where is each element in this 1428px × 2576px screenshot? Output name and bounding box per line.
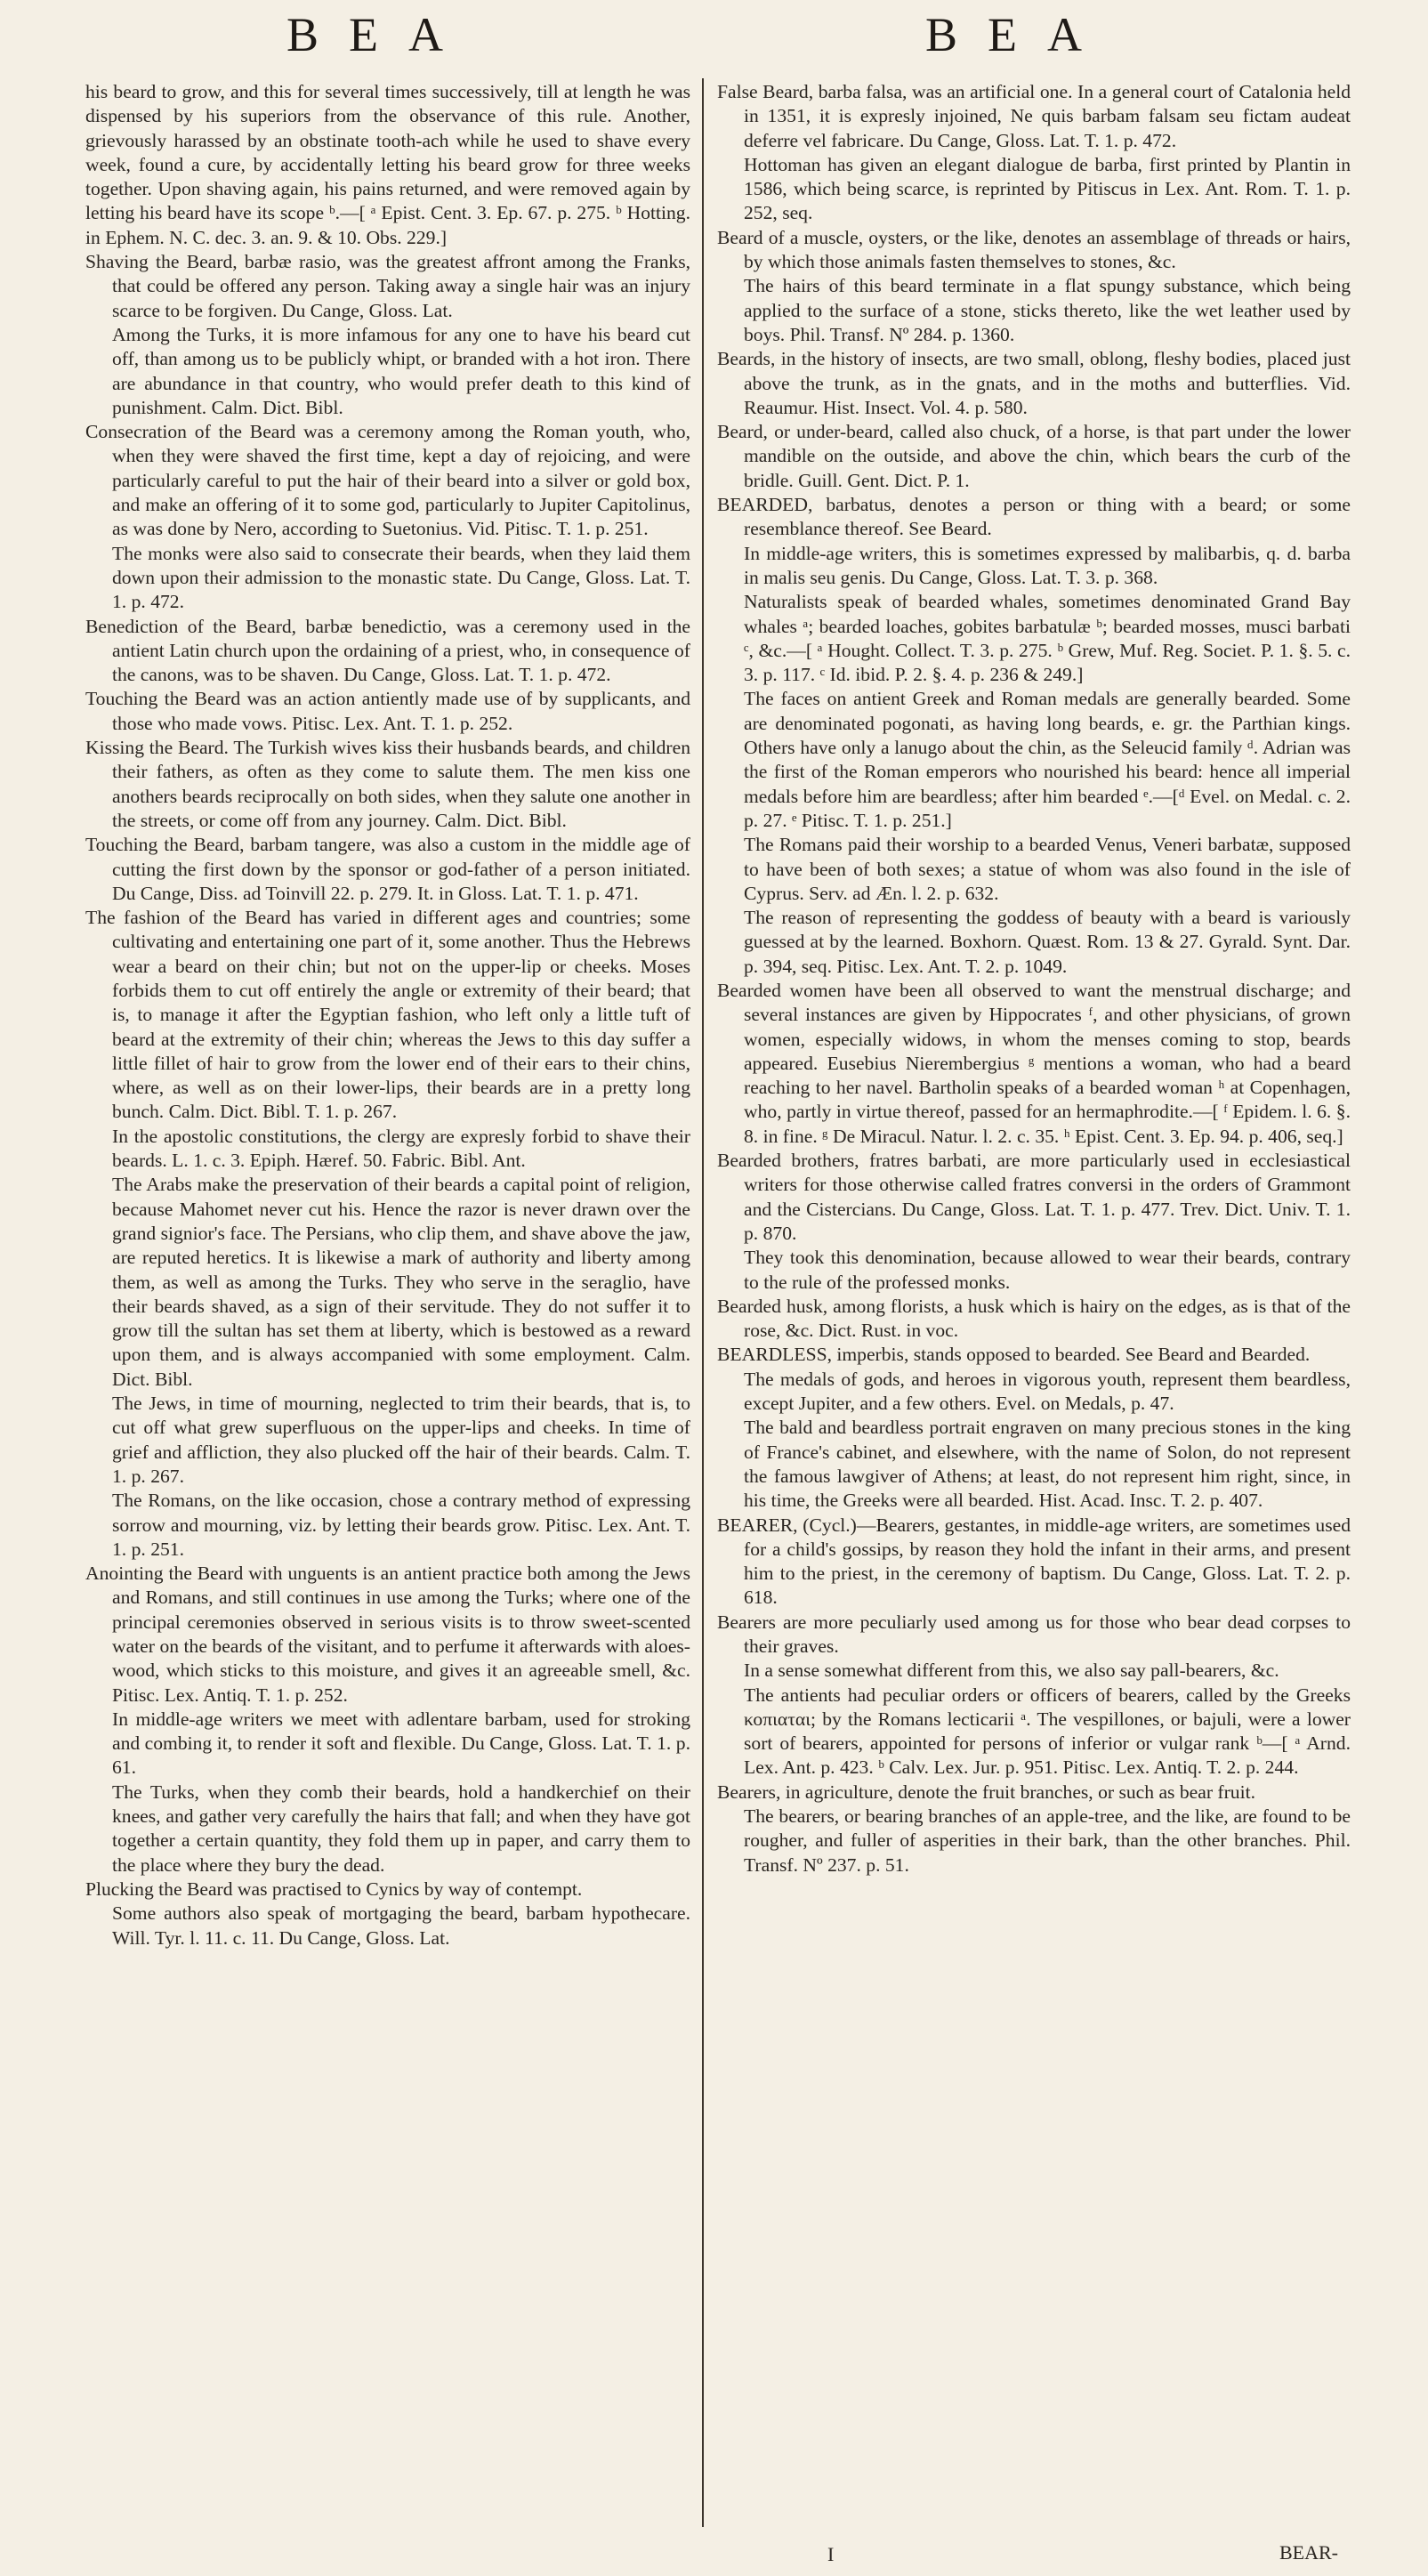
left-column (85, 80, 690, 2545)
catchword: BEAR- (1279, 2541, 1338, 2564)
running-head-left: BEA (286, 8, 473, 61)
dictionary-entry: The Turks, when they comb their beards, hold a handkerchief on their knees, and gather very carefully the hairs that fall; and when they have got together a certain quantity, they fold them up in paper, and carry them to the place where they bury the dead. (112, 1781, 690, 1876)
dictionary-entry: Beards, in the history of insects, are two small, oblong, fleshy bodies, placed just above the trunk, as in the gnats, and in the moths and butterflies. Vid. Reaumur. Hist. Insect. Vol. 4. p. 580. (717, 348, 1351, 418)
dictionary-entry: The hairs of this beard terminate in a flat spungy substance, which being applied to the surface of a stone, sticks thereto, like the wet leather used by boys. Phil. Transf. Nº 284. p. 1360. (744, 275, 1351, 345)
dictionary-entry: BEARDED, barbatus, denotes a person or thing with a beard; or some resemblance thereof. See Beard. (717, 494, 1351, 540)
dictionary-entry: In middle-age writers, this is sometimes expressed by malibarbis, q. d. barba in malis seu genis. Du Cange, Gloss. Lat. T. 3. p. 368. (744, 542, 1351, 588)
dictionary-entry: False Beard, barba falsa, was an artificial one. In a general court of Catalonia held in 1351, it is expresly injoined, Ne quis barbam falsam seu fictam audeat deferre vel fabricare. Du Cange, Gloss. Lat. T. 1. p. 472. (717, 81, 1351, 151)
dictionary-entry: Consecration of the Beard was a ceremony among the Roman youth, who, when they were shaved the first time, kept a day of rejoicing, and were particularly careful to put the hair of their beard into a silver or gold box, and make an offering of it to some god, particularly to Jupiter Capitolinus, as was done by Nero, according to Suetonius. Vid. Pitisc. T. 1. p. 251. (85, 421, 690, 540)
dictionary-entry: Among the Turks, it is more infamous for any one to have his beard cut off, than among us to be publicly whipt, or branded with a hot iron. There are abundance in that country, who would prefer death to this kind of punishment. Calm. Dict. Bibl. (112, 323, 690, 418)
dictionary-entry: The faces on antient Greek and Roman medals are generally bearded. Some are denominated pogonati, as having long beards, e. gr. the Parthian kings. Others have only a lanugo about the chin, as the Seleucid family ᵈ. Adrian was the first of the Roman emperors who nourished his beard: hence all imperial medals before him are beardless; after him bearded ᵉ.—[ᵈ Evel. on Medal. c. 2. p. 27. ᵉ Pitisc. T. 1. p. 251.] (744, 688, 1351, 831)
dictionary-entry: The Jews, in time of mourning, neglected to trim their beards, that is, to cut off what grew superfluous on the upper-lips and cheeks. In time of grief and affliction, they also plucked off the hair of their beards. Calm. T. 1. p. 267. (112, 1393, 690, 1487)
dictionary-entry: They took this denomination, because allowed to wear their beards, contrary to the rule of the professed monks. (744, 1247, 1351, 1293)
right-column (717, 80, 1351, 2545)
dictionary-entry: The reason of representing the goddess of beauty with a beard is variously guessed at by the learned. Boxhorn. Quæst. Rom. 13 & 27. Gyrald. Synt. Dar. p. 394, seq. Pitisc. Lex. Ant. T. 2. p. 1049. (744, 907, 1351, 977)
dictionary-entry: Naturalists speak of bearded whales, sometimes denominated Grand Bay whales ᵃ; bearded loaches, gobites barbatulæ ᵇ; bearded mosses, musci barbati ᶜ, &c.—[ ᵃ Hought. Collect. T. 3. p. 275. ᵇ Grew, Muf. Reg. Societ. P. 1. §. 5. c. 3. p. 117. ᶜ Id. ibid. P. 2. §. 4. p. 236 & 249.] (744, 591, 1351, 686)
running-head-right: BEA (925, 8, 1112, 61)
dictionary-entry: Hottoman has given an elegant dialogue de barba, first printed by Plantin in 1586, which being scarce, is reprinted by Pitiscus in Lex. Ant. Rom. T. 1. p. 252, seq. (744, 153, 1351, 224)
dictionary-entry: BEARER, (Cycl.)—Bearers, gestantes, in middle-age writers, are sometimes used for a child's gossips, by reason they hold the infant in their arms, and present him to the priest, in the ceremony of baptism. Du Cange, Gloss. Lat. T. 2. p. 618. (717, 1514, 1351, 1609)
dictionary-entry: In middle-age writers we meet with adlentare barbam, used for stroking and combing it, to render it soft and flexible. Du Cange, Gloss. Lat. T. 1. p. 61. (112, 1708, 690, 1779)
dictionary-entry: The monks were also said to consecrate their beards, when they laid them down upon their admission to the monastic state. Du Cange, Gloss. Lat. T. 1. p. 472. (112, 542, 690, 613)
dictionary-entry: Bearded brothers, fratres barbati, are more particularly used in ecclesiastical writers for those otherwise called fratres conversi in the orders of Grammont and the Cistercians. Du Cange, Gloss. Lat. T. 1. p. 477. Trev. Dict. Univ. T. 1. p. 870. (717, 1150, 1351, 1244)
dictionary-entry: Anointing the Beard with unguents is an antient practice both among the Jews and Romans, and still continues in use among the Turks; where one of the principal ceremonies observed in serious visits is to throw sweet-scented water on the beards of the visitant, and to perfume it afterwards with aloes-wood, which sticks to this moisture, and gives it an agreeable smell, &c. Pitisc. Lex. Antiq. T. 1. p. 252. (85, 1563, 690, 1706)
dictionary-entry: Bearers, in agriculture, denote the fruit branches, or such as bear fruit. (717, 1781, 1255, 1803)
dictionary-entry: Beard of a muscle, oysters, or the like, denotes an assemblage of threads or hairs, by which those animals fasten themselves to stones, &c. (717, 226, 1351, 273)
column-rule (702, 78, 704, 2527)
dictionary-entry: The fashion of the Beard has varied in different ages and countries; some cultivating and entertaining one part of it, some another. Thus the Hebrews wear a beard on their chin; but not on the upper-lip or cheeks. Moses forbids them to cut off entirely the angle or extremity of their beard; that is, to manage it after the Egyptian fashion, who left only a little tuft of beard at the extremity of their chin; whereas the Jews to this day suffer a little fillet of hair to grow from the lower end of their ears to their chins, where, as well as on their lower-lips, their beards are in a pretty long bunch. Calm. Dict. Bibl. T. 1. p. 267. (85, 907, 690, 1123)
dictionary-entry: Bearded husk, among florists, a husk which is hairy on the edges, as is that of the rose, &c. Dict. Rust. in voc. (717, 1295, 1351, 1342)
dictionary-entry: The bearers, or bearing branches of an apple-tree, and the like, are found to be rougher, and fuller of asperities in their bark, than the other branches. Phil. Transf. Nº 237. p. 51. (744, 1805, 1351, 1876)
dictionary-entry: BEARDLESS, imperbis, stands opposed to bearded. See Beard and Bearded. (717, 1344, 1311, 1366)
dictionary-entry: Kissing the Beard. The Turkish wives kiss their husbands beards, and children their fathers, as often as they come to salute them. The men kiss one anothers beards reciprocally on both sides, when they salute one another in the streets, or come off from any journey. Calm. Dict. Bibl. (85, 737, 690, 831)
dictionary-entry: Benediction of the Beard, barbæ benedictio, was a ceremony used in the antient Latin church upon the ordaining of a priest, who, in consequence of the canons, was to be shaven. Du Cange, Gloss. Lat. T. 1. p. 472. (85, 615, 690, 686)
folio-signature: I (827, 2543, 835, 2565)
dictionary-entry: The medals of gods, and heroes in vigorous youth, represent them beardless, except Jupiter, and a few others. Evel. on Medals, p. 47. (744, 1368, 1351, 1415)
dictionary-entry: The Romans paid their worship to a bearded Venus, Veneri barbatæ, supposed to have been of both sexes; a statue of whom was also found in the isle of Cyprus. Serv. ad Æn. l. 2. p. 632. (744, 834, 1351, 904)
dictionary-entry: The Romans, on the like occasion, chose a contrary method of expressing sorrow and mourning, viz. by letting their beards grow. Pitisc. Lex. Ant. T. 1. p. 251. (112, 1490, 690, 1560)
dictionary-entry: his beard to grow, and this for several times successively, till at length he was dispensed by his superiors from the observance of this rule. Another, grievously harassed by an obstinate tooth-ach while he used to shave every week, found a cure, by accidentally letting his beard grow for three weeks together. Upon shaving again, his pains returned, and were removed again by letting his beard have its scope ᵇ.—[ ᵃ Epist. Cent. 3. Ep. 67. p. 275. ᵇ Hotting. in Ephem. N. C. dec. 3. an. 9. & 10. Obs. 229.] (85, 81, 690, 248)
dictionary-entry: Beard, or under-beard, called also chuck, of a horse, is that part under the lower mandible on the outside, and above the chin, which bears the curb of the bridle. Guill. Gent. Dict. P. 1. (717, 421, 1351, 491)
dictionary-entry: Bearded women have been all observed to want the menstrual discharge; and several instances are given by Hippocrates ᶠ, and other physicians, of grown women, especially widows, in whom the menses coming to stop, beards appeared. Eusebius Nierembergius ᵍ mentions a woman, who had a beard reaching to her navel. Bartholin speaks of a bearded woman ʰ at Copenhagen, who, partly in virtue thereof, passed for an hermaphrodite.—[ ᶠ Epidem. l. 6. §. 8. in fine. ᵍ De Miracul. Natur. l. 2. c. 35. ʰ Epist. Cent. 3. Ep. 94. p. 406, seq.] (717, 979, 1351, 1147)
dictionary-entry: Bearers are more peculiarly used among us for those who bear dead corpses to their graves. (717, 1611, 1351, 1657)
dictionary-entry: Touching the Beard, barbam tangere, was also a custom in the middle age of cutting the first down by the sponsor or god-father of a person initiated. Du Cange, Diss. ad Toinvill 22. p. 279. It. in Gloss. Lat. T. 1. p. 471. (85, 834, 690, 904)
dictionary-entry: The bald and beardless portrait engraven on many precious stones in the king of France's cabinet, and elsewhere, with the name of Solon, do not represent the famous lawgiver of Athens; at least, do not represent him right, since, in his time, the Greeks were all bearded. Hist. Acad. Insc. T. 2. p. 407. (744, 1417, 1351, 1512)
dictionary-entry: In the apostolic constitutions, the clergy are expresly forbid to shave their beards. L. 1. c. 3. Epiph. Hæref. 50. Fabric. Bibl. Ant. (112, 1125, 690, 1172)
dictionary-entry: Some authors also speak of mortgaging the beard, barbam hypothecare. Will. Tyr. l. 11. c. 11. Du Cange, Gloss. Lat. (112, 1902, 690, 1949)
dictionary-entry: In a sense somewhat different from this, we also say pall-bearers, &c. (744, 1659, 1279, 1682)
dictionary-entry: The Arabs make the preservation of their beards a capital point of religion, because Mahomet never cut his. Hence the razor is never drawn over the grand signior's face. The Persians, who clip them, and shave above the jaw, are reputed heretics. It is likewise a mark of authority and liberty among them, as well as among the Turks. They who serve in the seraglio, have their beards shaved, as a sign of their servitude. They do not suffer it to grow till the sultan has set them at liberty, which is bestowed as a reward upon them, and is always accompanied with some employment. Calm. Dict. Bibl. (112, 1174, 690, 1390)
dictionary-entry: Shaving the Beard, barbæ rasio, was the greatest affront among the Franks, that could be offered any person. Taking away a single hair was an injury scarce to be forgiven. Du Cange, Gloss. Lat. (85, 251, 690, 321)
dictionary-entry: The antients had peculiar orders or officers of bearers, called by the Greeks κοπιαται; by the Romans lecticarii ᵃ. The vespillones, or bajuli, were a lower sort of bearers, appointed for persons of inferior or vulgar rank ᵇ—[ ᵃ Arnd. Lex. Ant. p. 423. ᵇ Calv. Lex. Jur. p. 951. Pitisc. Lex. Antiq. T. 2. p. 244. (744, 1684, 1351, 1779)
dictionary-entry: Plucking the Beard was practised to Cynics by way of contempt. (85, 1877, 583, 1900)
dictionary-entry: Touching the Beard was an action antiently made use of by supplicants, and those who made vows. Pitisc. Lex. Ant. T. 1. p. 252. (85, 688, 690, 734)
